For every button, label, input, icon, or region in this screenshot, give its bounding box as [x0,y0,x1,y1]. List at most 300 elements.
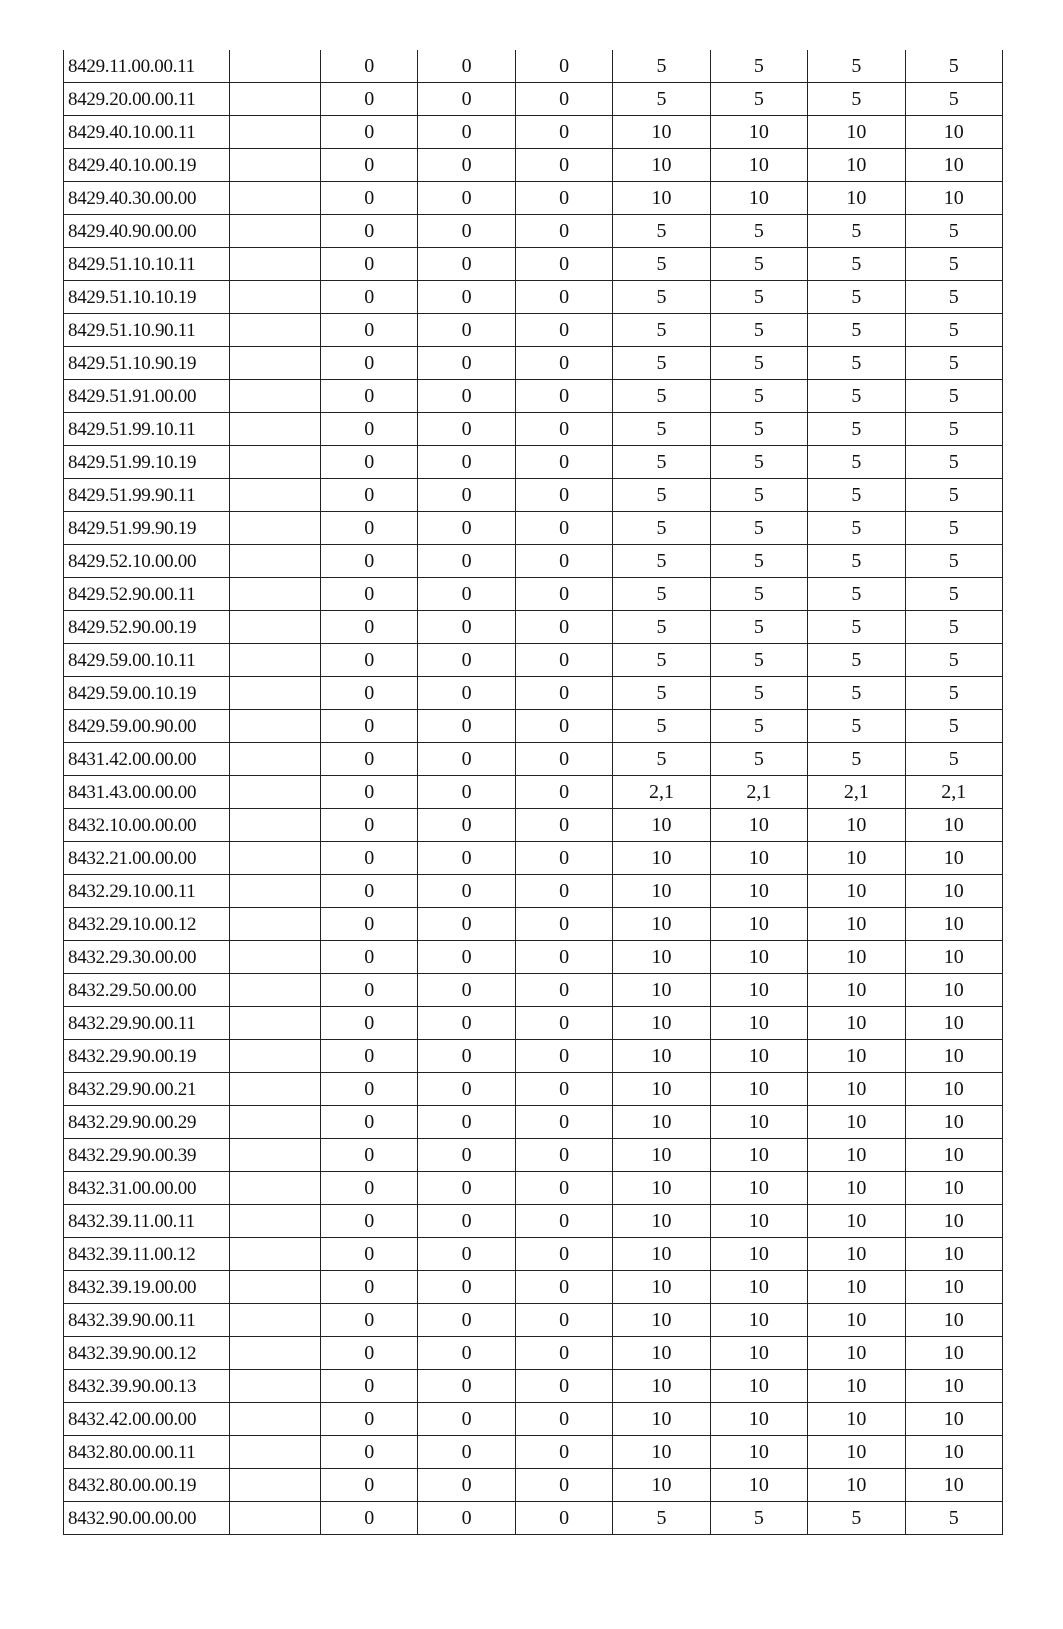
description-cell [229,1436,320,1469]
table-row [64,1436,1003,1469]
table-row [64,512,1003,545]
rate-cell: 5 [905,347,1002,380]
rate-cell: 5 [905,479,1002,512]
rate-cell: 10 [905,974,1002,1007]
rate-cell: 5 [808,710,905,743]
rate-cell: 0 [515,248,612,281]
rate-cell: 10 [710,149,807,182]
rate-cell: 10 [905,842,1002,875]
rate-cell: 10 [808,1040,905,1073]
rate-cell: 10 [613,875,710,908]
rate-cell: 0 [418,1271,515,1304]
rate-cell: 0 [418,380,515,413]
rate-cell: 5 [808,413,905,446]
rate-cell: 0 [418,149,515,182]
rate-cell: 10 [710,1469,807,1502]
description-cell [229,1271,320,1304]
rate-cell: 0 [321,446,418,479]
rate-cell: 0 [418,743,515,776]
rate-cell: 0 [321,710,418,743]
rate-cell: 0 [515,908,612,941]
description-cell [229,545,320,578]
rate-cell: 0 [418,1205,515,1238]
rate-cell: 0 [515,776,612,809]
rate-cell: 5 [710,512,807,545]
tariff-code-cell: 8432.31.00.00.00 [64,1172,230,1205]
rate-cell: 0 [321,1040,418,1073]
rate-cell: 0 [321,248,418,281]
rate-cell: 0 [321,578,418,611]
rate-cell: 10 [613,1205,710,1238]
rate-cell: 0 [321,149,418,182]
rate-cell: 5 [905,578,1002,611]
rate-cell: 10 [613,1436,710,1469]
tariff-code-cell: 8432.29.90.00.39 [64,1139,230,1172]
tariff-code-cell: 8429.52.90.00.11 [64,578,230,611]
rate-cell: 0 [418,50,515,83]
rate-cell: 0 [515,1436,612,1469]
rate-cell: 0 [321,1403,418,1436]
rate-cell: 0 [515,644,612,677]
table-row [64,1040,1003,1073]
rate-cell: 0 [418,347,515,380]
rate-cell: 5 [710,479,807,512]
rate-cell: 5 [710,281,807,314]
rate-cell: 5 [710,743,807,776]
description-cell [229,479,320,512]
tariff-code-cell: 8429.51.10.90.19 [64,347,230,380]
rate-cell: 0 [321,776,418,809]
rate-cell: 0 [321,116,418,149]
rate-cell: 10 [905,1469,1002,1502]
rate-cell: 0 [321,1205,418,1238]
rate-cell: 5 [613,545,710,578]
rate-cell: 0 [418,1502,515,1535]
rate-cell: 0 [418,1073,515,1106]
rate-cell: 5 [710,314,807,347]
rate-cell: 5 [613,710,710,743]
rate-cell: 5 [613,248,710,281]
description-cell [229,1205,320,1238]
rate-cell: 5 [808,83,905,116]
description-cell [229,578,320,611]
table-row [64,1007,1003,1040]
rate-cell: 0 [515,1205,612,1238]
table-row [64,776,1003,809]
rate-cell: 0 [418,413,515,446]
rate-cell: 10 [808,1403,905,1436]
table-row [64,50,1003,83]
rate-cell: 0 [321,479,418,512]
table-row [64,215,1003,248]
description-cell [229,380,320,413]
rate-cell: 10 [710,842,807,875]
rate-cell: 0 [515,974,612,1007]
rate-cell: 5 [710,1502,807,1535]
rate-cell: 2,1 [808,776,905,809]
rate-cell: 0 [321,1502,418,1535]
rate-cell: 0 [515,1040,612,1073]
rate-cell: 0 [418,710,515,743]
table-row [64,809,1003,842]
rate-cell: 10 [905,1007,1002,1040]
rate-cell: 0 [515,611,612,644]
rate-cell: 0 [515,1469,612,1502]
rate-cell: 0 [515,281,612,314]
rate-cell: 10 [808,809,905,842]
description-cell [229,50,320,83]
rate-cell: 0 [418,215,515,248]
rate-cell: 10 [808,149,905,182]
rate-cell: 0 [321,1073,418,1106]
rate-cell: 0 [418,974,515,1007]
rate-cell: 5 [808,644,905,677]
description-cell [229,1073,320,1106]
description-cell [229,347,320,380]
table-row [64,1205,1003,1238]
rate-cell: 5 [808,1502,905,1535]
rate-cell: 0 [515,83,612,116]
rate-cell: 10 [710,1073,807,1106]
rate-cell: 5 [613,83,710,116]
rate-cell: 10 [613,908,710,941]
rate-cell: 5 [613,413,710,446]
rate-cell: 10 [613,1073,710,1106]
rate-cell: 5 [613,578,710,611]
description-cell [229,1040,320,1073]
rate-cell: 0 [418,1007,515,1040]
description-cell [229,875,320,908]
table-row [64,578,1003,611]
tariff-code-cell: 8432.10.00.00.00 [64,809,230,842]
rate-cell: 5 [710,347,807,380]
rate-cell: 10 [613,1172,710,1205]
rate-cell: 10 [905,1436,1002,1469]
rate-cell: 5 [905,83,1002,116]
rate-cell: 0 [418,83,515,116]
description-cell [229,710,320,743]
rate-cell: 0 [515,215,612,248]
rate-cell: 0 [515,413,612,446]
rate-cell: 10 [905,182,1002,215]
tariff-code-cell: 8432.29.90.00.29 [64,1106,230,1139]
table-row [64,941,1003,974]
table-row [64,314,1003,347]
rate-cell: 0 [321,1172,418,1205]
rate-cell: 0 [418,1337,515,1370]
rate-cell: 5 [905,644,1002,677]
rate-cell: 0 [321,908,418,941]
description-cell [229,182,320,215]
description-cell [229,215,320,248]
rate-cell: 0 [515,50,612,83]
rate-cell: 5 [613,512,710,545]
tariff-code-cell: 8432.90.00.00.00 [64,1502,230,1535]
rate-cell: 0 [418,644,515,677]
rate-cell: 5 [808,512,905,545]
description-cell [229,974,320,1007]
rate-cell: 10 [613,1403,710,1436]
rate-cell: 5 [905,380,1002,413]
rate-cell: 0 [515,512,612,545]
rate-cell: 10 [710,809,807,842]
rate-cell: 10 [613,1106,710,1139]
rate-cell: 5 [808,743,905,776]
rate-cell: 0 [418,611,515,644]
rate-cell: 10 [613,842,710,875]
description-cell [229,677,320,710]
rate-cell: 5 [808,611,905,644]
rate-cell: 10 [905,1238,1002,1271]
rate-cell: 0 [321,677,418,710]
rate-cell: 0 [321,1106,418,1139]
tariff-code-cell: 8432.42.00.00.00 [64,1403,230,1436]
tariff-code-cell: 8432.29.90.00.21 [64,1073,230,1106]
rate-cell: 0 [418,512,515,545]
table-row [64,1271,1003,1304]
description-cell [229,908,320,941]
rate-cell: 10 [710,1007,807,1040]
rate-cell: 0 [418,776,515,809]
rate-cell: 0 [515,347,612,380]
document-page [55,50,1055,1590]
rate-cell: 10 [710,1370,807,1403]
tariff-code-cell: 8432.39.90.00.11 [64,1304,230,1337]
rate-cell: 10 [710,1205,807,1238]
table-row [64,281,1003,314]
table-row [64,974,1003,1007]
rate-cell: 5 [710,50,807,83]
tariff-code-cell: 8432.39.11.00.11 [64,1205,230,1238]
table-row [64,710,1003,743]
rate-cell: 5 [710,578,807,611]
rate-cell: 10 [808,1436,905,1469]
rate-cell: 0 [418,1469,515,1502]
rate-cell: 0 [515,1502,612,1535]
rate-cell: 10 [710,1139,807,1172]
rate-cell: 10 [710,1106,807,1139]
rate-cell: 5 [613,446,710,479]
tariff-code-cell: 8431.43.00.00.00 [64,776,230,809]
rate-cell: 5 [808,281,905,314]
table-row [64,545,1003,578]
rate-cell: 0 [418,479,515,512]
rate-cell: 10 [905,1304,1002,1337]
rate-cell: 5 [905,314,1002,347]
rate-cell: 5 [710,83,807,116]
rate-cell: 0 [321,611,418,644]
rate-cell: 5 [905,248,1002,281]
description-cell [229,644,320,677]
rate-cell: 10 [710,1403,807,1436]
rate-cell: 10 [808,1304,905,1337]
description-cell [229,281,320,314]
rate-cell: 0 [515,182,612,215]
tariff-code-cell: 8432.21.00.00.00 [64,842,230,875]
rate-cell: 0 [515,116,612,149]
table-row [64,1403,1003,1436]
rate-cell: 0 [418,1139,515,1172]
tariff-code-cell: 8432.80.00.00.19 [64,1469,230,1502]
rate-cell: 5 [710,380,807,413]
table-row [64,644,1003,677]
tariff-code-cell: 8429.51.99.90.19 [64,512,230,545]
rate-cell: 10 [613,182,710,215]
rate-cell: 10 [905,149,1002,182]
rate-cell: 0 [418,1370,515,1403]
rate-cell: 10 [905,116,1002,149]
rate-cell: 0 [321,545,418,578]
rate-cell: 0 [515,1271,612,1304]
rate-cell: 10 [905,1040,1002,1073]
tariff-code-cell: 8429.40.90.00.00 [64,215,230,248]
rate-cell: 5 [710,611,807,644]
rate-cell: 5 [905,677,1002,710]
rate-cell: 10 [613,974,710,1007]
rate-cell: 0 [515,842,612,875]
description-cell [229,446,320,479]
rate-cell: 0 [515,1139,612,1172]
rate-cell: 0 [515,1403,612,1436]
rate-cell: 10 [613,1238,710,1271]
rate-cell: 0 [321,1007,418,1040]
rate-cell: 0 [418,1436,515,1469]
rate-cell: 10 [613,1370,710,1403]
rate-cell: 5 [710,677,807,710]
rate-cell: 10 [710,1271,807,1304]
rate-cell: 10 [710,182,807,215]
rate-cell: 0 [515,710,612,743]
rate-cell: 10 [613,1139,710,1172]
description-cell [229,314,320,347]
description-cell [229,809,320,842]
rate-cell: 5 [808,677,905,710]
rate-cell: 10 [808,182,905,215]
rate-cell: 5 [808,248,905,281]
rate-cell: 0 [515,1073,612,1106]
description-cell [229,611,320,644]
rate-cell: 10 [710,875,807,908]
table-row [64,1238,1003,1271]
rate-cell: 10 [905,1139,1002,1172]
table-row [64,1073,1003,1106]
rate-cell: 10 [905,1271,1002,1304]
description-cell [229,743,320,776]
rate-cell: 0 [321,215,418,248]
rate-cell: 0 [515,578,612,611]
rate-cell: 10 [905,1403,1002,1436]
rate-cell: 5 [613,380,710,413]
tariff-code-cell: 8429.51.91.00.00 [64,380,230,413]
tariff-code-cell: 8432.39.90.00.13 [64,1370,230,1403]
tariff-code-cell: 8429.40.10.00.11 [64,116,230,149]
description-cell [229,512,320,545]
rate-cell: 10 [613,149,710,182]
rate-cell: 0 [321,809,418,842]
tariff-code-cell: 8432.29.30.00.00 [64,941,230,974]
tariff-code-cell: 8432.29.90.00.19 [64,1040,230,1073]
table-row [64,1139,1003,1172]
rate-cell: 10 [808,1106,905,1139]
table-row [64,842,1003,875]
description-cell [229,248,320,281]
rate-cell: 10 [808,1469,905,1502]
rate-cell: 0 [418,314,515,347]
tariff-rate-table [63,50,1003,1535]
rate-cell: 10 [905,809,1002,842]
rate-cell: 0 [515,875,612,908]
rate-cell: 0 [515,545,612,578]
rate-cell: 5 [710,446,807,479]
rate-cell: 5 [905,50,1002,83]
rate-cell: 5 [808,50,905,83]
tariff-code-cell: 8429.59.00.90.00 [64,710,230,743]
rate-cell: 10 [613,1007,710,1040]
rate-cell: 10 [710,1304,807,1337]
rate-cell: 5 [710,215,807,248]
rate-cell: 10 [710,1337,807,1370]
rate-cell: 2,1 [613,776,710,809]
rate-cell: 0 [418,578,515,611]
rate-cell: 5 [613,677,710,710]
table-row [64,380,1003,413]
tariff-code-cell: 8429.40.30.00.00 [64,182,230,215]
rate-cell: 0 [418,248,515,281]
description-cell [229,1172,320,1205]
rate-cell: 0 [515,1106,612,1139]
rate-cell: 0 [418,842,515,875]
tariff-code-cell: 8429.20.00.00.11 [64,83,230,116]
rate-cell: 0 [515,941,612,974]
rate-cell: 10 [808,1337,905,1370]
rate-cell: 2,1 [710,776,807,809]
tariff-code-cell: 8429.51.10.10.11 [64,248,230,281]
rate-cell: 5 [808,578,905,611]
rate-cell: 0 [515,1238,612,1271]
table-row [64,1106,1003,1139]
tariff-code-cell: 8429.52.10.00.00 [64,545,230,578]
rate-cell: 0 [321,83,418,116]
tariff-code-cell: 8429.59.00.10.11 [64,644,230,677]
rate-cell: 0 [418,1106,515,1139]
description-cell [229,413,320,446]
rate-cell: 0 [418,1172,515,1205]
rate-cell: 10 [710,908,807,941]
rate-cell: 5 [905,743,1002,776]
rate-cell: 10 [808,1238,905,1271]
rate-cell: 5 [710,413,807,446]
description-cell [229,842,320,875]
rate-cell: 0 [515,743,612,776]
rate-cell: 10 [710,1040,807,1073]
description-cell [229,1502,320,1535]
table-row [64,908,1003,941]
table-row [64,1337,1003,1370]
rate-cell: 0 [515,1370,612,1403]
rate-cell: 5 [905,611,1002,644]
tariff-code-cell: 8429.59.00.10.19 [64,677,230,710]
description-cell [229,776,320,809]
description-cell [229,1304,320,1337]
rate-cell: 5 [905,1502,1002,1535]
rate-cell: 10 [808,1007,905,1040]
rate-cell: 10 [808,875,905,908]
table-row [64,677,1003,710]
table-row [64,1370,1003,1403]
rate-cell: 5 [613,1502,710,1535]
rate-cell: 10 [808,908,905,941]
table-row [64,446,1003,479]
